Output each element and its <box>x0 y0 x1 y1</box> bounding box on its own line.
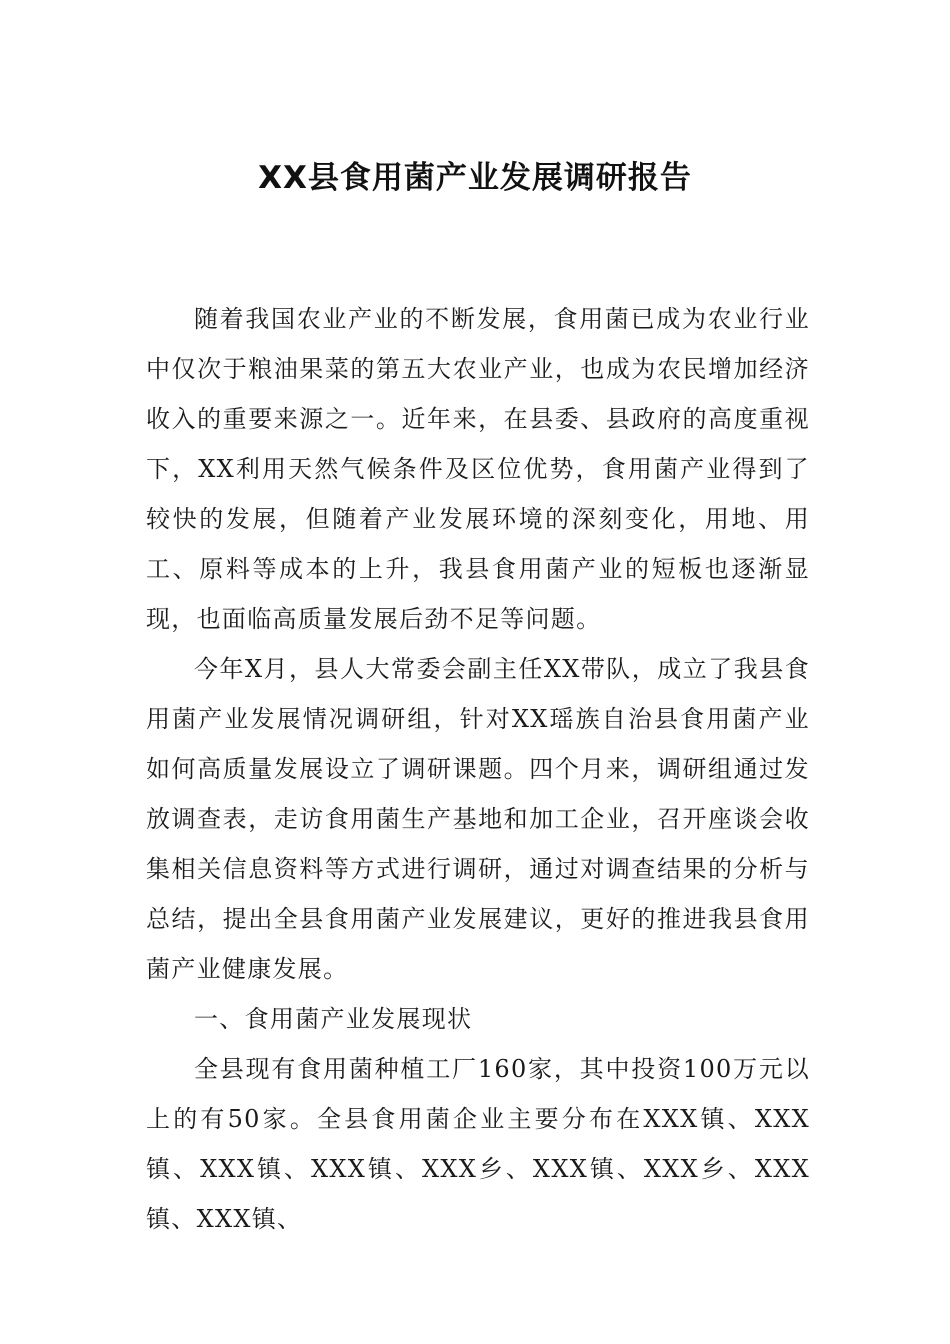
document-title: XX县食用菌产业发展调研报告 <box>258 160 692 196</box>
paragraph-current-status: 全县现有食用菌种植工厂160家，其中投资100万元以上的有50家。全县食用菌企业主要分布在XXX镇、XXX镇、XXX镇、XXX镇、XXX乡、XXX镇、XXX乡、XXX镇、XXX镇、 <box>146 1055 810 1233</box>
paragraph-research-group: 今年X月，县人大常委会副主任XX带队，成立了我县食用菌产业发展情况调研组，针对XX瑶族自治县食用菌产业如何高质量发展设立了调研课题。四个月来，调研组通过发放调查表，走访食用菌生产基地和加工企业，召开座谈会收集相关信息资料等方式进行调研，通过对调查结果的分析与总结，提出全县食用菌产业发展建议，更好的推进我县食用菌产业健康发展。 <box>146 655 810 983</box>
paragraph-intro: 随着我国农业产业的不断发展，食用菌已成为农业行业中仅次于粮油果菜的第五大农业产业，也成为农民增加经济收入的重要来源之一。近年来，在县委、县政府的高度重视下，XX利用天然气候条件及区位优势，食用菌产业得到了较快的发展，但随着产业发展环境的深刻变化，用地、用工、原料等成本的上升，我县食用菌产业的短板也逐渐显现，也面临高质量发展后劲不足等问题。 <box>146 305 810 633</box>
section-heading-current-status: 一、食用菌产业发展现状 <box>194 1005 473 1033</box>
document-body <box>146 294 810 1244</box>
